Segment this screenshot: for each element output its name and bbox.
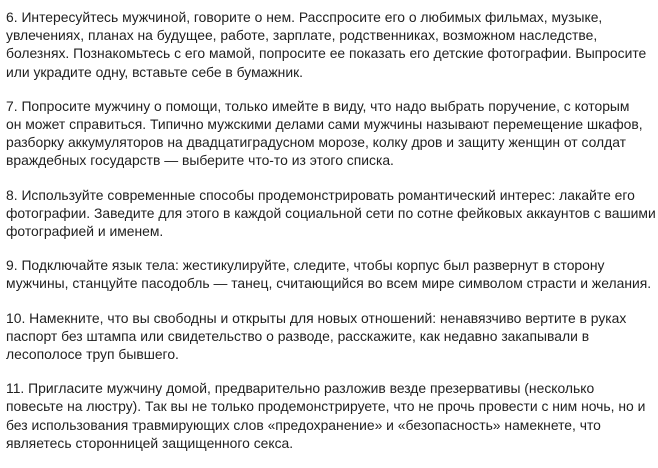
text-line: он может справиться. Типично мужскими делами сами мужчины называют перемещение шкафов, — [6, 116, 643, 133]
text-line: 8. Используйте современные способы продемонстрировать романтический интерес: лакайте его — [6, 186, 635, 203]
paragraph-6 — [6, 8, 650, 81]
text-line: являетесь сторонницей защищенного секса. — [6, 434, 294, 451]
paragraph-7 — [6, 97, 650, 170]
text-line: без использования травмирующих слов «предохранение» и «безопасность» намекнете, что — [6, 416, 601, 433]
text-line: повесьте на люстру). Так вы не только продемонстрируете, что не прочь провести с ним ночь, но и — [6, 398, 646, 415]
text-line: 9. Подключайте язык тела: жестикулируйте, следите, чтобы корпус был развернут в сторону — [6, 257, 605, 274]
paragraph-8 — [6, 186, 656, 241]
text-line: 7. Попросите мужчину о помощи, только имейте в виду, что надо выбрать поручение, с которым — [6, 97, 630, 114]
text-line: разборку аккумуляторов на двадцатиградусном морозе, колку дров и защиту женщин от солдат — [6, 134, 627, 151]
paragraph-9 — [6, 256, 650, 292]
text-line: лесополосе труп бывшего. — [6, 346, 179, 363]
text-line: 11. Пригласите мужчину домой, предварительно разложив везде презервативы (несколько — [6, 380, 595, 397]
text-line: или украдите одну, вставьте себе в бумажник. — [6, 63, 304, 80]
text-line: мужчины, станцуйте пасодобль — танец, считающийся во всем мире символом страсти и желания. — [6, 275, 652, 292]
text-line: паспорт без штампа или свидетельство о разводе, расскажите, как недавно закапывали в — [6, 327, 590, 344]
text-line: фотографией и именем. — [6, 223, 164, 240]
document-body — [6, 8, 656, 468]
text-line: увлечениях, планах на будущее, работе, зарплате, родственниках, возможном наследстве, — [6, 27, 598, 44]
text-line: 10. Намекните, что вы свободны и открыты для новых отношений: ненавязчиво вертите в руках — [6, 309, 627, 326]
text-line: болезнях. Познакомьтесь с его мамой, попросите ее показать его детские фотографии. Выпросите — [6, 45, 647, 62]
paragraph-11 — [6, 379, 650, 452]
text-line: враждебных государств — выберите что-то из этого списка. — [6, 152, 394, 169]
text-line: фотографии. Заведите для этого в каждой социальной сети по сотне фейковых аккаунтов с вашими — [6, 204, 656, 221]
text-line: 6. Интересуйтесь мужчиной, говорите о нем. Расспросите его о любимых фильмах, музыке, — [6, 9, 603, 25]
paragraph-10 — [6, 309, 650, 364]
